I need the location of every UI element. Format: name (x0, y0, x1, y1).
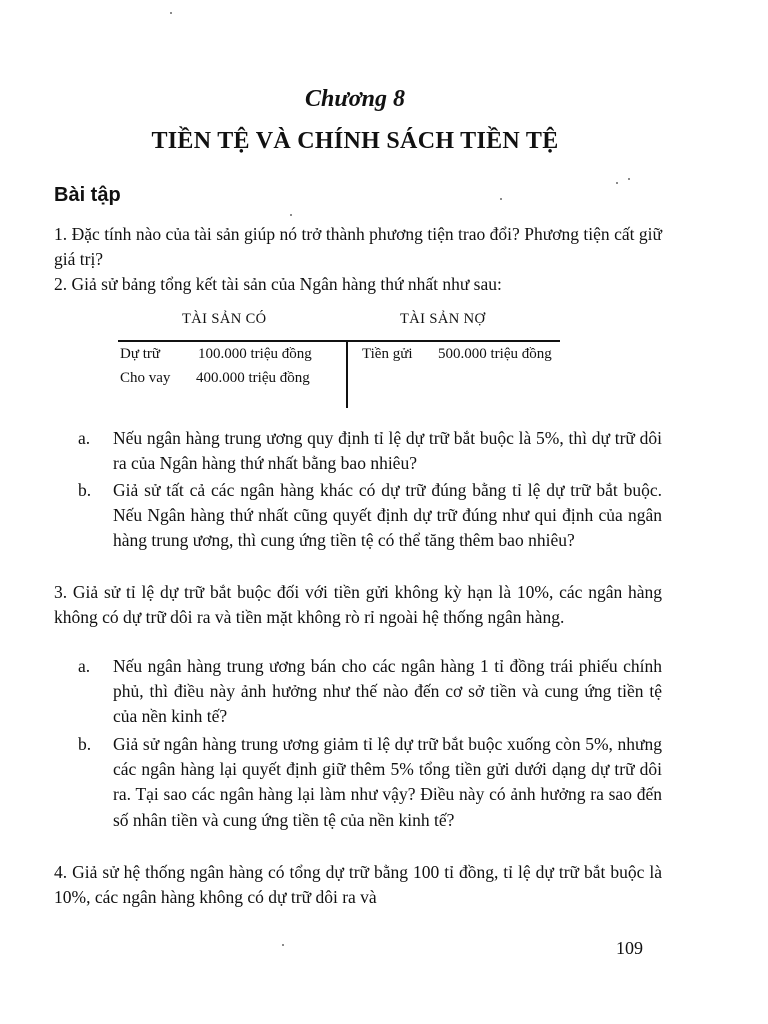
asset-label: Dự trữ (120, 346, 161, 362)
question-1 (54, 222, 662, 272)
scan-speck (500, 198, 502, 200)
asset-value: 400.000 triệu đồng (196, 370, 310, 386)
question-3a (78, 654, 662, 730)
liability-label: Tiền gửi (362, 346, 413, 362)
asset-label: Cho vay (120, 370, 171, 386)
sub-question-text: Nếu ngân hàng trung ương bán cho các ngân hàng 1 tỉ đồng trái phiếu chính phủ, thì điều này ảnh hưởng như thế nào đến cơ sở tiền và cung ứng tiền tệ của nền kinh tế? (113, 656, 662, 727)
question-2b (78, 478, 662, 554)
question-4 (54, 860, 662, 910)
scan-speck (282, 944, 284, 946)
liabilities-header: TÀI SẢN NỢ (400, 311, 486, 327)
page-number: 109 (616, 938, 643, 958)
question-2a (78, 426, 662, 476)
sub-question-letter: b. (78, 480, 92, 500)
sub-question-letter: a. (78, 428, 91, 448)
question-text: Giả sử tỉ lệ dự trữ bắt buộc đối với tiền gửi không kỳ hạn là 10%, các ngân hàng không có dự trữ dôi ra và tiền mặt không rò rỉ ngoài hệ thống ngân hàng. (54, 582, 663, 628)
question-text: Đặc tính nào của tài sản giúp nó trở thành phương tiện trao đổi? Phương tiện cất giữ giá trị? (54, 224, 663, 270)
asset-value: 100.000 triệu đồng (198, 346, 312, 362)
section-heading: Bài tập (54, 184, 121, 206)
question-3b (78, 732, 662, 833)
scan-speck (170, 12, 172, 14)
sub-question-text: Giả sử tất cả các ngân hàng khác có dự trữ đúng bằng tỉ lệ dự trữ bắt buộc. Nếu Ngân hàng thứ nhất cũng quyết định dự trữ đúng như qui định của ngân hàng trung ương, thì cung ứng tiền tệ có thể tăng thêm bao nhiêu? (113, 480, 662, 551)
scan-speck (290, 214, 292, 216)
question-text: Giả sử bảng tổng kết tài sản của Ngân hàng thứ nhất như sau: (71, 274, 502, 294)
chapter-title: TIỀN TỆ VÀ CHÍNH SÁCH TIỀN TỆ (151, 128, 559, 154)
sub-question-letter: a. (78, 656, 91, 676)
scan-speck (616, 182, 618, 184)
question-3 (54, 580, 662, 630)
liability-value: 500.000 triệu đồng (438, 346, 552, 362)
assets-header: TÀI SẢN CÓ (182, 311, 267, 327)
chapter-number: Chương 8 (305, 86, 405, 112)
question-2 (54, 272, 662, 297)
table-divider-vertical (346, 340, 348, 408)
question-number: 4. (54, 862, 68, 882)
sub-question-text: Giả sử ngân hàng trung ương giảm tỉ lệ dự trữ bắt buộc xuống còn 5%, nhưng các ngân hàng lại quyết định giữ thêm 5% tổng tiền gửi dưới dạng dự trữ dôi ra. Tại sao các ngân hàng lại làm như vậy? Điều này có ảnh hưởng ra sao đến số nhân tiền và cung ứng tiền tệ của nền kinh tế? (113, 734, 662, 830)
sub-question-text: Nếu ngân hàng trung ương quy định tỉ lệ dự trữ bắt buộc là 5%, thì dự trữ dôi ra của Ngân hàng thứ nhất bằng bao nhiêu? (113, 428, 662, 474)
question-text: Giả sử hệ thống ngân hàng có tổng dự trữ bằng 100 tỉ đồng, tỉ lệ dự trữ bắt buộc là 10%, các ngân hàng không có dự trữ dôi ra và (54, 862, 663, 908)
question-number: 1. (54, 224, 68, 244)
table-divider-horizontal (118, 340, 560, 342)
scan-speck (628, 178, 630, 180)
question-number: 2. (54, 274, 68, 294)
question-number: 3. (54, 582, 68, 602)
sub-question-letter: b. (78, 734, 92, 754)
